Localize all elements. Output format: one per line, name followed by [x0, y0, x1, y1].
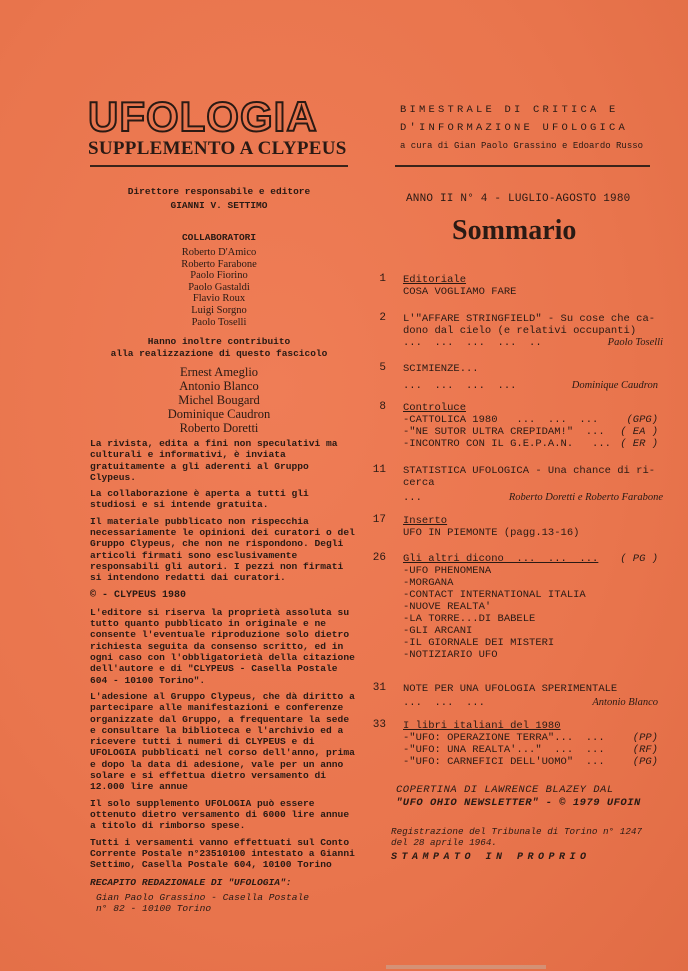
toc-initials: ( PG ) [620, 553, 658, 565]
list-item: Ernest Ameglio [179, 365, 259, 379]
toc-title: SCIMIENZE... [403, 363, 479, 375]
toc-entry-altri-dicono [403, 553, 658, 661]
contributi-line-2: alla realizzazione di questo fascicolo [110, 348, 328, 359]
toc-initials: (RF) [632, 744, 658, 756]
toc-section: Inserto [403, 515, 448, 527]
toc-author: Dominique Caudron [571, 380, 658, 391]
toc-dots: ... ... ... [403, 697, 485, 709]
toc-entry-libri [403, 720, 658, 768]
toc-section: Controluce [403, 402, 467, 414]
list-item: Roberto Doretti [179, 421, 259, 435]
left-rule [90, 165, 348, 167]
toc-item: -CATTOLICA 1980 ... ... ... [403, 414, 599, 426]
toc-entry-inserto [403, 515, 658, 539]
list-item: Flavio Roux [192, 293, 246, 305]
toc-initials: (GPG) [626, 414, 658, 426]
toc-title: UFO IN PIEMONTE (pagg.13-16) [403, 527, 580, 539]
toc-page-number: 2 [379, 312, 386, 324]
bimestrale-line-2: D'INFORMAZIONE UFOLOGICA [400, 122, 629, 134]
toc-title: L'"AFFARE STRINGFIELD" - Su cose che ca- [403, 313, 656, 325]
copyright: © - CLYPEUS 1980 [90, 589, 187, 601]
collaboratori-list [90, 247, 348, 328]
toc-item: -"UFO: CARNEFICI DELL'UOMO" ... [403, 756, 605, 768]
list-item: Paolo Fiorino [190, 270, 248, 282]
toc-entry-scimienze [403, 363, 658, 392]
sommario-title: Sommario [452, 215, 577, 246]
collaboratori-label: COLLABORATORI [181, 232, 257, 243]
list-item: Michel Bougard [178, 393, 260, 407]
toc-item: -"UFO: UNA REALTA'..." ... ... [403, 744, 605, 756]
copertina-line-1: COPERTINA DI LAWRENCE BLAZEY DAL [396, 784, 614, 796]
toc-initials: (PP) [632, 732, 658, 744]
right-rule [395, 165, 650, 167]
issue-info: ANNO II N° 4 - LUGLIO-AGOSTO 1980 [406, 193, 631, 205]
toc-author: Paolo Toselli [607, 337, 663, 348]
toc-item: -"NE SUTOR ULTRA CREPIDAM!" ... [403, 426, 605, 438]
toc-item: -"UFO: OPERAZIONE TERRA"... ... [403, 732, 605, 744]
paragraph-adesione: L'adesione al Gruppo Clypeus, che dà diritto a partecipare alle manifestazioni e conferenze organizzate dal Gruppo, a frequentare la sede e consultare la biblioteca e l'archivio ed a ricevere tutti i numeri di CLYPEUS e di UFOLOGIA pubblicati nel corso dell'anno, prima e dopo la data di adesione, vale per un anno solare e si effettua dietro versamento di 12.000 lire annue [90, 690, 355, 793]
list-item: Dominique Caudron [167, 407, 271, 421]
paragraph-collaborazione: La collaborazione è aperta a tutti gli studiosi e si intende gratuita. [90, 488, 309, 511]
toc-item: -UFO PHENOMENA [403, 565, 492, 577]
toc-item: -GLI ARCANI [403, 625, 473, 637]
ufologia-logo: UFOLOGIA [88, 93, 318, 140]
paragraph-versamenti: Tutti i versamenti vanno effettuati sul Conto Corrente Postale n°23510100 intestato a Gianni Settimo, Casella Postale 604, 10100 Torino [90, 836, 355, 871]
list-item: Roberto D'Amico [181, 247, 257, 258]
toc-item: -NOTIZIARIO UFO [403, 649, 498, 661]
registrazione-line-2: del 28 aprile 1964. [391, 837, 498, 848]
toc-entry-stringfield [403, 313, 663, 349]
toc-author: Roberto Doretti e Roberto Farabone [508, 492, 663, 503]
a-cura-di: a cura di Gian Paolo Grassino e Edoardo Russo [400, 141, 644, 151]
toc-item: -MORGANA [403, 577, 454, 589]
list-item: Antonio Blanco [179, 379, 259, 393]
recapito-line-1: Gian Paolo Grassino - Casella Postale [96, 891, 310, 903]
direttore-name: GIANNI V. SETTIMO [170, 200, 268, 211]
bimestrale-line-1: BIMESTRALE DI CRITICA E [400, 104, 619, 116]
info-paragraphs [90, 438, 360, 914]
list-item: Luigi Sorgno [191, 304, 247, 316]
toc-dots: ... ... ... ... .. [403, 337, 542, 349]
toc-page-number: 33 [372, 719, 386, 731]
recapito-line-2: n° 82 - 10100 Torino [96, 902, 212, 914]
toc-title-cont: dono dal cielo (e relativi occupanti) [403, 325, 637, 337]
toc-initials: ( EA ) [620, 426, 658, 438]
paragraph-editore: L'editore si riserva la proprietà assoluta su tutto quanto pubblicato in originale e ne consente l'eventuale riproduzione solo dietro richiesta seguita da consenso scritto, ed in ogni caso con l'obbligatorietà della citazione dell'autore e di "CLYPEUS - Casella Postale 604 - 10100 Torino". [90, 606, 355, 686]
toc-entry-controluce [403, 402, 658, 450]
toc-section: Gli altri dicono ... ... ... [403, 553, 599, 565]
toc-page-number: 8 [379, 401, 386, 413]
toc-item: -CONTACT INTERNATIONAL ITALIA [403, 589, 586, 601]
contributi-line-1: Hanno inoltre contribuito [147, 336, 291, 347]
contributori-list [90, 365, 348, 435]
toc-title: STATISTICA UFOLOGICA - Una chance di ri- [403, 465, 656, 477]
paragraph-materiale: Il materiale pubblicato non rispecchia necessariamente le opinioni dei curatori o del Gruppo Clypeus, che non ne rispondono. Degli articoli firmati sono esclusivamente responsabili gli autori. I pezzi non firmati si intendono redatti dai curatori. [90, 515, 355, 584]
toc-page-number: 31 [372, 682, 386, 694]
list-item: Paolo Toselli [191, 316, 247, 328]
list-item: Paolo Gastaldi [188, 281, 250, 293]
toc-initials: ( ER ) [620, 438, 658, 450]
toc-title-cont: cerca [403, 477, 435, 489]
toc-page-number: 11 [372, 464, 386, 476]
toc-section: I libri italiani del 1980 [403, 720, 561, 732]
toc-author: Antonio Blanco [592, 697, 658, 708]
toc-dots: ... [403, 492, 422, 504]
toc-item: -IL GIORNALE DEI MISTERI [403, 637, 555, 649]
paragraph-supplemento: Il solo supplemento UFOLOGIA può essere ottenuto dietro versamento di 6000 lire annue a titolo di rimborso spese. [90, 797, 350, 832]
toc-page-number: 5 [379, 362, 386, 374]
toc-entry-editoriale [403, 274, 658, 298]
paragraph-rivista: La rivista, edita a fini non speculativi ma culturali e informativi, è inviata gratuitamente a gli aderenti al Gruppo Clypeus. [90, 438, 338, 483]
registrazione [391, 826, 642, 848]
toc-initials: (PG) [632, 756, 658, 768]
toc-section: Editoriale [403, 274, 467, 286]
toc-item: -LA TORRE...DI BABELE [403, 613, 536, 625]
toc-item: -NUOVE REALTA' [403, 601, 492, 613]
toc-item: -INCONTRO CON IL G.E.P.A.N. ... [403, 438, 611, 450]
toc-page-number: 1 [379, 273, 386, 285]
toc-page-number: 26 [372, 552, 386, 564]
binding-mark [386, 965, 546, 969]
copertina-credit [396, 784, 641, 810]
toc-entry-statistica [403, 465, 663, 504]
toc-title: NOTE PER UNA UFOLOGIA SPERIMENTALE [403, 683, 618, 695]
list-item: Roberto Farabone [181, 258, 257, 270]
stampato-in-proprio: STAMPATO IN PROPRIO [391, 852, 591, 863]
copertina-line-2: "UFO OHIO NEWSLETTER" - © 1979 UFOIN [396, 797, 641, 809]
registrazione-line-1: Registrazione del Tribunale di Torino n° 1247 [391, 826, 643, 837]
toc-page-number: 17 [372, 514, 386, 526]
toc-entry-note-ufologia [403, 683, 658, 709]
direttore-label: Direttore responsabile e editore [127, 186, 311, 197]
subtitle: SUPPLEMENTO A CLYPEUS [88, 138, 347, 159]
recapito-label: RECAPITO REDAZIONALE DI "UFOLOGIA": [90, 877, 292, 889]
toc-title: COSA VOGLIAMO FARE [403, 286, 517, 298]
toc-dots: ... ... ... ... [403, 380, 517, 392]
bimestrale-heading [400, 101, 628, 137]
